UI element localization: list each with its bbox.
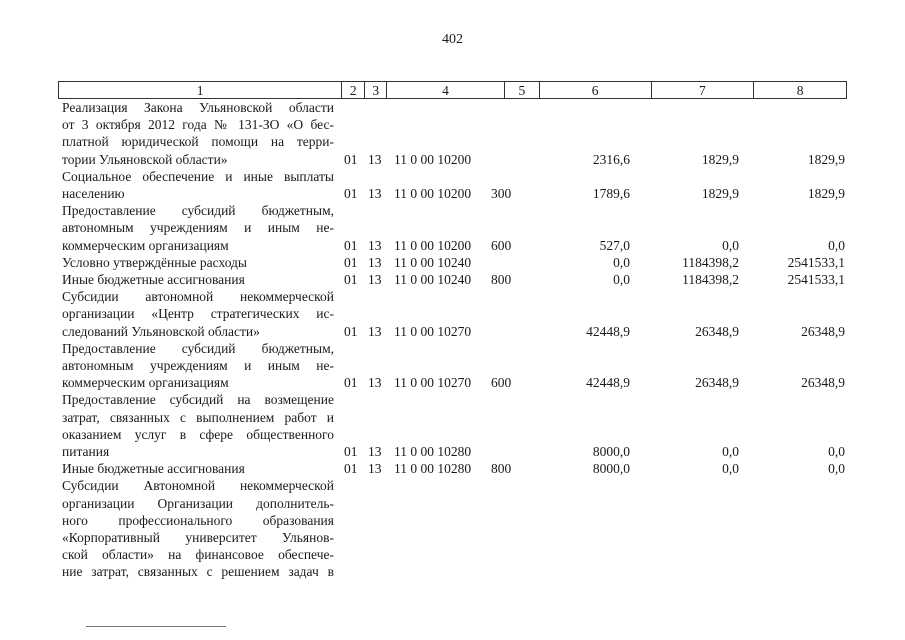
row-col-3: 13 <box>368 323 382 339</box>
header-col-2: 2 <box>342 82 365 98</box>
row-description: оказанием услуг в сфере общественного <box>62 426 334 442</box>
header-col-5: 5 <box>505 82 540 98</box>
table-row <box>0 272 905 288</box>
row-col-6: 8000,0 <box>592 444 630 459</box>
row-description: автономным учреждениям и иным не- <box>62 220 334 236</box>
row-description: Предоставление субсидий на возмещение <box>62 392 334 408</box>
row-col-7: 1184398,2 <box>682 254 739 270</box>
row-col-8: 1829,9 <box>807 151 845 167</box>
table-row <box>0 203 905 219</box>
table-header <box>58 81 847 99</box>
table-row <box>0 410 905 426</box>
header-col-4: 4 <box>387 82 505 98</box>
table-row <box>0 324 905 340</box>
row-col-6: 1789,6 <box>592 186 630 201</box>
row-col-7: 26348,9 <box>695 323 739 339</box>
row-col-6: 42448,9 <box>586 375 630 391</box>
row-description: населению <box>62 186 125 201</box>
row-col-3: 13 <box>368 272 382 287</box>
table-row <box>0 392 905 408</box>
table-row <box>0 117 905 133</box>
footer-divider <box>86 626 226 627</box>
row-col-3: 13 <box>368 375 382 391</box>
row-col-6: 2316,6 <box>592 151 630 167</box>
row-col-5: 800 <box>491 272 512 287</box>
row-col-7: 26348,9 <box>695 375 739 391</box>
row-col-8: 2541533,1 <box>787 254 845 270</box>
row-description: Иные бюджетные ассигнования <box>62 461 245 477</box>
row-col-3: 13 <box>368 444 382 459</box>
row-col-4: 11 0 00 10200 <box>394 186 472 201</box>
row-col-2: 01 <box>344 186 358 201</box>
table-row <box>0 375 905 391</box>
row-col-4: 11 0 00 10280 <box>394 444 472 459</box>
row-description: Иные бюджетные ассигнования <box>62 272 245 287</box>
row-description: Условно утверждённые расходы <box>62 254 247 270</box>
table-row <box>0 564 905 580</box>
row-description: ного профессионального образования <box>62 512 334 528</box>
row-col-7: 1829,9 <box>701 151 739 167</box>
row-col-7: 0,0 <box>722 237 739 253</box>
header-col-7: 7 <box>652 82 755 98</box>
row-col-2: 01 <box>344 375 358 391</box>
row-col-6: 8000,0 <box>592 461 630 477</box>
row-col-3: 13 <box>368 461 382 477</box>
row-description: ской области» на финансовое обеспече- <box>62 547 334 563</box>
row-col-8: 26348,9 <box>801 375 845 391</box>
row-description: питания <box>62 444 110 459</box>
row-col-3: 13 <box>368 254 382 270</box>
row-col-5: 600 <box>491 375 512 391</box>
row-col-5: 800 <box>491 461 512 477</box>
row-col-4: 11 0 00 10280 <box>394 461 472 477</box>
row-col-8: 0,0 <box>828 461 845 477</box>
table-row <box>0 306 905 322</box>
row-col-4: 11 0 00 10200 <box>394 151 472 167</box>
table-row <box>0 169 905 185</box>
header-col-8: 8 <box>796 83 804 98</box>
table-row <box>0 100 905 116</box>
table-row <box>0 255 905 271</box>
row-description: затрат, связанных с выполнением работ и <box>62 409 334 425</box>
row-col-8: 1829,9 <box>807 186 845 201</box>
page-number: 402 <box>442 32 463 47</box>
table-row <box>0 444 905 460</box>
row-description: Реализация Закона Ульяновской области <box>62 100 334 115</box>
row-col-4: 11 0 00 10200 <box>394 237 472 253</box>
row-col-4: 11 0 00 10270 <box>394 323 472 339</box>
table-row <box>0 427 905 443</box>
table-row <box>0 152 905 168</box>
row-col-7: 1829,9 <box>701 186 739 201</box>
header-col-1: 1 <box>59 82 342 98</box>
row-col-8: 0,0 <box>828 237 845 253</box>
row-description: ние затрат, связанных с решением задач в <box>62 564 334 580</box>
row-col-4: 11 0 00 10240 <box>394 272 472 287</box>
table-row <box>0 358 905 374</box>
row-description: автономным учреждениям и иным не- <box>62 358 334 373</box>
row-col-7: 1184398,2 <box>682 272 739 287</box>
row-description: следований Ульяновской области» <box>62 323 260 339</box>
row-col-8: 2541533,1 <box>787 272 845 287</box>
row-description: организации «Центр стратегических ис- <box>62 306 334 322</box>
row-col-2: 01 <box>344 151 358 167</box>
row-description: тории Ульяновской области» <box>62 151 228 167</box>
row-col-2: 01 <box>344 272 358 287</box>
row-description: Предоставление субсидий бюджетным, <box>62 340 334 356</box>
row-col-4: 11 0 00 10240 <box>394 254 472 270</box>
row-description: Социальное обеспечение и иные выплаты <box>62 168 334 184</box>
row-col-6: 0,0 <box>613 272 630 287</box>
row-col-5: 600 <box>491 237 512 253</box>
row-col-3: 13 <box>368 151 382 167</box>
row-col-2: 01 <box>344 461 358 477</box>
row-col-5: 300 <box>491 186 512 201</box>
row-description: от 3 октября 2012 года № 131-ЗО «О бес- <box>62 117 334 133</box>
row-col-8: 0,0 <box>828 444 845 459</box>
row-col-2: 01 <box>344 254 358 270</box>
row-col-2: 01 <box>344 444 358 459</box>
row-description: Субсидии Автономной некоммерческой <box>62 478 334 494</box>
row-description: Предоставление субсидий бюджетным, <box>62 203 334 219</box>
row-description: Субсидии автономной некоммерческой <box>62 289 334 305</box>
table-row <box>0 547 905 563</box>
row-description: коммерческим организациям <box>62 375 229 391</box>
row-description: «Корпоративный университет Ульянов- <box>62 530 334 545</box>
row-col-8: 26348,9 <box>801 323 845 339</box>
header-col-3: 3 <box>365 82 387 98</box>
row-col-6: 527,0 <box>599 237 630 253</box>
row-description: коммерческим организациям <box>62 237 229 253</box>
table-row <box>0 513 905 529</box>
row-col-6: 0,0 <box>613 254 630 270</box>
table-row <box>0 289 905 305</box>
row-col-4: 11 0 00 10270 <box>394 375 472 391</box>
row-col-7: 0,0 <box>722 461 739 477</box>
row-description: платной юридической помощи на терри- <box>62 134 334 150</box>
table-row <box>0 220 905 236</box>
row-col-2: 01 <box>344 323 358 339</box>
table-row <box>0 478 905 494</box>
table-row <box>0 186 905 202</box>
row-col-7: 0,0 <box>722 444 739 459</box>
table-row <box>0 134 905 150</box>
row-description: организации Организации дополнитель- <box>62 495 334 511</box>
row-col-2: 01 <box>344 237 358 253</box>
row-col-3: 13 <box>368 237 382 253</box>
table-row <box>0 496 905 512</box>
table-row <box>0 530 905 546</box>
header-col-6: 6 <box>540 82 652 98</box>
row-col-3: 13 <box>368 186 382 201</box>
table-row <box>0 238 905 254</box>
row-col-6: 42448,9 <box>586 323 630 339</box>
table-row <box>0 461 905 477</box>
table-row <box>0 341 905 357</box>
